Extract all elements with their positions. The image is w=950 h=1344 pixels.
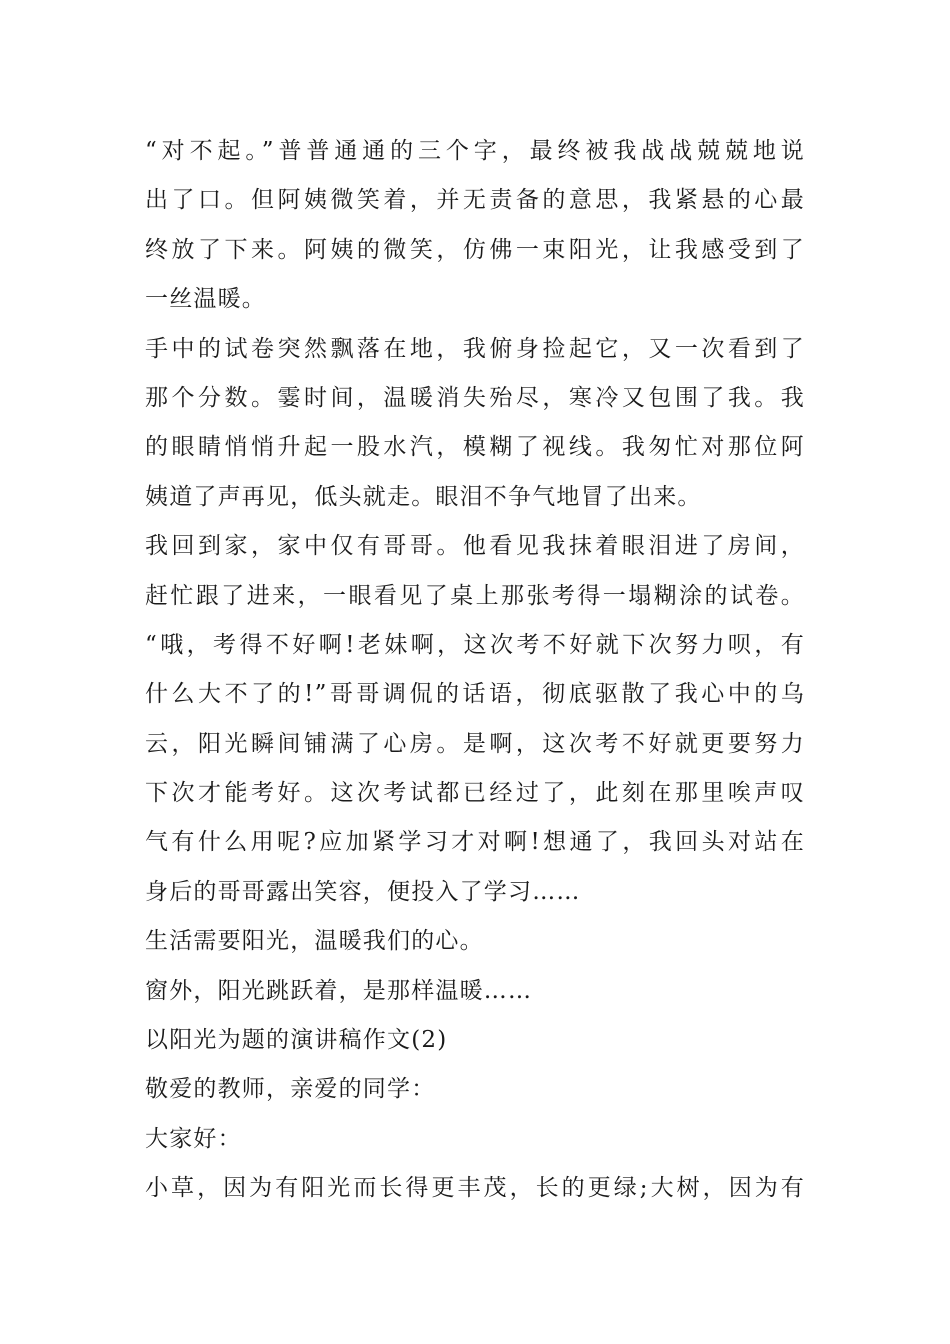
text-line: 那个分数。霎时间，温暖消失殆尽，寒冷又包围了我。我: [145, 384, 805, 411]
text-line: 气有什么用呢?应加紧学习才对啊!想通了，我回头对站在: [145, 829, 805, 856]
text-line: 身后的哥哥露出笑容，便投入了学习……: [145, 878, 581, 905]
text-line: 的眼睛悄悄升起一股水汽，模糊了视线。我匆忙对那位阿: [145, 434, 805, 461]
text-line: 什么大不了的!”哥哥调侃的话语，彻底驱散了我心中的乌: [145, 681, 805, 708]
greeting: 大家好：: [145, 1125, 242, 1152]
text-line: 一丝温暖。: [145, 286, 266, 313]
text-line: 我回到家，家中仅有哥哥。他看见我抹着眼泪进了房间，: [145, 533, 805, 560]
text-line: 姨道了声再见，低头就走。眼泪不争气地冒了出来。: [145, 483, 702, 510]
text-line: 下次才能考好。这次考试都已经过了，此刻在那里唉声叹: [145, 780, 805, 807]
document-body: [145, 127, 805, 1214]
text-line: 出了口。但阿姨微笑着，并无责备的意思，我紧悬的心最: [145, 187, 805, 214]
text-line: 手中的试卷突然飘落在地，我俯身捡起它，又一次看到了: [145, 335, 805, 362]
text-line: “对不起。”普普通通的三个字，最终被我战战兢兢地说: [145, 138, 805, 164]
text-line: 赶忙跟了进来，一眼看见了桌上那张考得一塌糊涂的试卷。: [145, 582, 805, 609]
text-line: 小草，因为有阳光而长得更丰茂，长的更绿;大树，因为有: [145, 1175, 805, 1202]
text-line: 窗外，阳光跳跃着，是那样温暖……: [145, 977, 533, 1004]
text-line: 云，阳光瞬间铺满了心房。是啊，这次考不好就更要努力: [145, 730, 805, 757]
section-heading: 以阳光为题的演讲稿作文(2): [145, 1027, 448, 1054]
text-line: 终放了下来。阿姨的微笑，仿佛一束阳光，让我感受到了: [145, 236, 805, 263]
text-line: “哦，考得不好啊!老妹啊，这次考不好就下次努力呗，有: [145, 631, 805, 658]
salutation: 敬爱的教师，亲爱的同学：: [145, 1076, 436, 1103]
text-line: 生活需要阳光，温暖我们的心。: [145, 928, 484, 955]
